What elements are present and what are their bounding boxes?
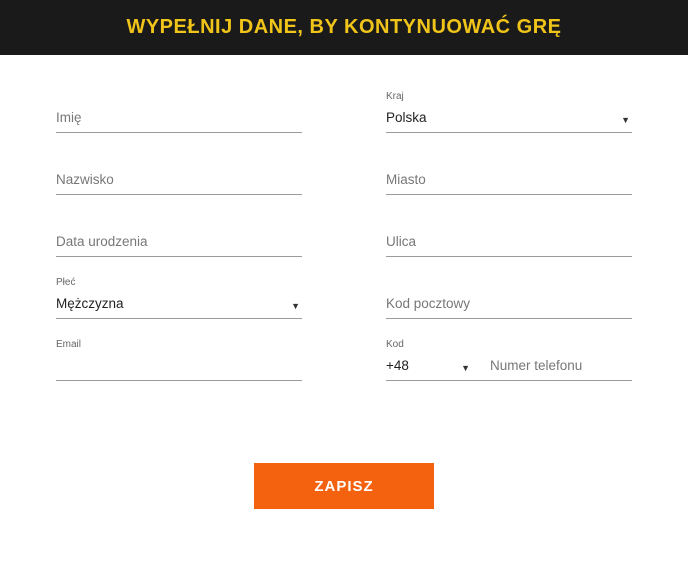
form-column-left [56, 91, 302, 401]
country-value: Polska [386, 109, 427, 125]
email-field[interactable] [56, 351, 302, 381]
field-postal-code [386, 277, 632, 339]
phone-number-input[interactable] [476, 351, 632, 381]
form-area [0, 55, 688, 401]
email-label: Email [56, 339, 82, 350]
page-title: WYPEŁNIJ DANE, BY KONTYNUOWAĆ GRĘ [126, 16, 562, 38]
street-input[interactable] [386, 227, 632, 257]
field-phone [386, 339, 632, 401]
last-name-placeholder: Nazwisko [56, 171, 114, 187]
field-city [386, 153, 632, 215]
chevron-down-icon: ▼ [461, 363, 470, 373]
field-gender [56, 277, 302, 339]
field-last-name [56, 153, 302, 215]
phone-number-placeholder: Numer telefonu [490, 357, 583, 373]
postal-code-placeholder: Kod pocztowy [386, 295, 471, 311]
gender-value: Mężczyzna [56, 295, 124, 311]
first-name-input[interactable] [56, 103, 302, 133]
street-placeholder: Ulica [386, 233, 417, 249]
save-button[interactable]: ZAPISZ [254, 463, 434, 509]
field-city-label-spacer [386, 153, 632, 165]
gender-label: Płeć [56, 277, 76, 288]
submit-area [0, 463, 688, 509]
page-header [0, 0, 688, 55]
postal-code-input[interactable] [386, 289, 632, 319]
field-street [386, 215, 632, 277]
field-email [56, 339, 302, 401]
country-label: Kraj [386, 91, 404, 102]
last-name-input[interactable] [56, 165, 302, 195]
field-country [386, 91, 632, 153]
field-first-name [56, 91, 302, 153]
field-street-label-spacer [386, 215, 632, 227]
birth-date-input[interactable] [56, 227, 302, 257]
chevron-down-icon: ▼ [621, 115, 630, 125]
phone-code-value: +48 [386, 357, 409, 373]
field-first-name-label-spacer [56, 91, 302, 103]
city-placeholder: Miasto [386, 171, 426, 187]
city-input[interactable] [386, 165, 632, 195]
first-name-placeholder: Imię [56, 109, 82, 125]
country-select[interactable] [386, 103, 632, 133]
form-column-right [386, 91, 632, 401]
field-birth-date [56, 215, 302, 277]
field-postal-code-label-spacer [386, 277, 632, 289]
gender-select[interactable] [56, 289, 302, 319]
chevron-down-icon: ▼ [291, 301, 300, 311]
field-birth-date-label-spacer [56, 215, 302, 227]
phone-code-select[interactable] [386, 351, 476, 381]
field-last-name-label-spacer [56, 153, 302, 165]
phone-code-label: Kod [386, 339, 404, 350]
birth-date-placeholder: Data urodzenia [56, 233, 148, 249]
phone-row [386, 351, 632, 381]
